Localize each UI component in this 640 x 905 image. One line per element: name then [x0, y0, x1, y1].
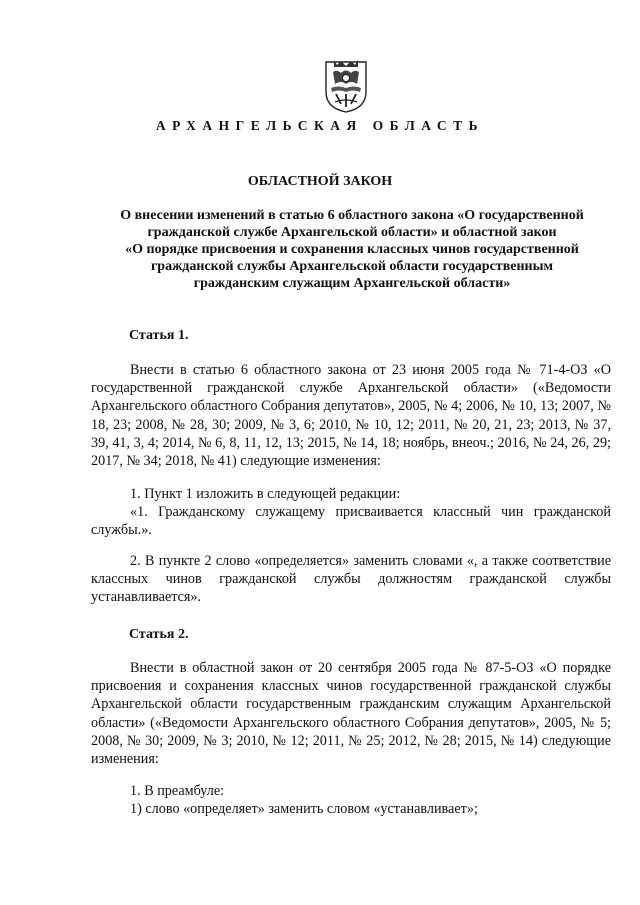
law-title-line: гражданским служащим Архангельской области»: [193, 276, 511, 291]
article-1-heading: Статья 1.: [129, 328, 189, 343]
article-2-item-1-sub: 1) слово «определяет» заменить словом «устанавливает»;: [130, 801, 478, 817]
article-2-intro: Внести в областной закон от 20 сентября 2005 года № 87-5-ОЗ «О порядке присвоения и сохранения классных чинов государственной гражданской службы Архангельской области государственным гражданским служащим Архангельской области» («Ведомости Архангельского областного Собрания депутатов», 2005, № 5; 2008, № 30; 2009, № 3; 2010, № 12; 2011, № 25; 2012, № 28; 2015, № 14) следующие изменения:: [91, 660, 611, 768]
law-title-line: гражданской службе Архангельской области» и областной закон: [147, 225, 557, 240]
article-2-heading: Статья 2.: [129, 627, 189, 642]
article-1-item-1-text: «1. Гражданскому служащему присваивается классный чин гражданской службы.».: [91, 504, 611, 539]
article-1-item-1: 1. Пункт 1 изложить в следующей редакции:: [130, 486, 401, 502]
law-title-line: гражданской службы Архангельской области государственным: [150, 259, 554, 274]
coat-of-arms-icon: [323, 58, 369, 114]
article-1-item-2: 2. В пункте 2 слово «определяется» заменить словами «, а также соответствие классных чинов гражданской службы должностям гражданской службы устанавливается».: [91, 553, 611, 606]
law-title-line: «О порядке присвоения и сохранения классных чинов государственной: [125, 242, 579, 257]
law-title: [96, 207, 608, 292]
law-title-line: О внесении изменений в статью 6 областного закона «О государственной: [120, 208, 584, 223]
law-type: ОБЛАСТНОЙ ЗАКОН: [247, 174, 393, 189]
article-1-intro: Внести в статью 6 областного закона от 23 июня 2005 года № 71-4-ОЗ «О государственной гражданской службе Архангельской области» («Ведомости Архангельского областного Собрания депутатов», 2005, № 4; 2006, № 10, 13; 2007, № 18, 23; 2008, № 28, 30; 2009, № 3, 6; 2010, № 10, 12; 2011, № 20, 21, 23; 2013, № 37, 39, 41, 3, 4; 2014, № 6, 8, 11, 12, 13; 2015, № 14, 18; ноябрь, внеоч.; 2016, № 24, 26, 29; 2017, № 34; 2018, № 41) следующие изменения:: [91, 362, 611, 470]
region-name: АРХАНГЕЛЬСКАЯ ОБЛАСТЬ: [155, 118, 485, 133]
article-2-item-1: 1. В преамбуле:: [130, 783, 225, 799]
